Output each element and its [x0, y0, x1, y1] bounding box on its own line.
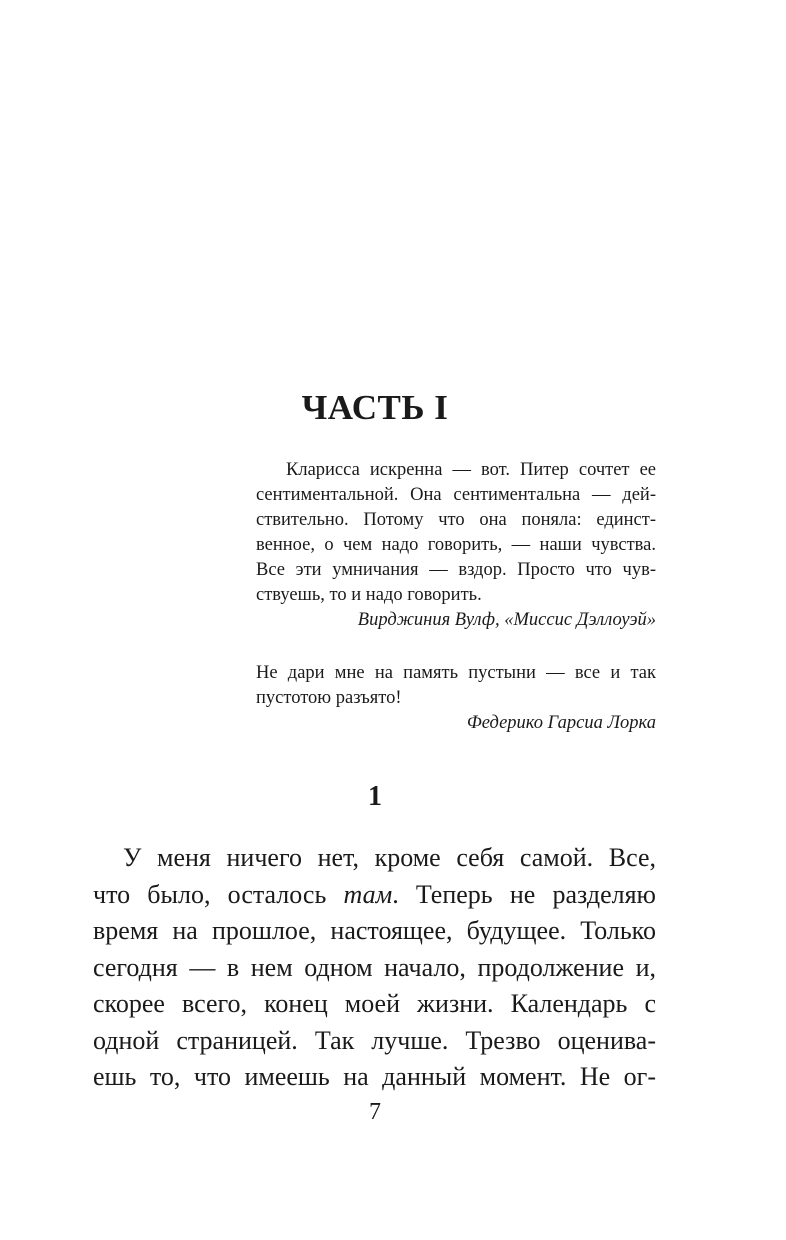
- epigraph-lorca: [256, 661, 656, 736]
- body-text-fragment: что было, осталось: [93, 879, 327, 909]
- epigraph-woolf: [256, 458, 656, 633]
- body-line: сегодня — в нем одном начало, продолжение и,: [93, 952, 656, 982]
- body-line: одной страницей. Так лучше. Трезво оценива-: [93, 1025, 656, 1055]
- emphasized-word: там: [343, 879, 393, 909]
- body-line: ешь то, что имеешь на данный момент. Не ог-: [93, 1062, 656, 1091]
- body-line: У меня ничего нет, кроме себя самой. Все,: [123, 843, 656, 872]
- epigraph-line: Все эти умничания — вздор. Просто что чув-: [256, 560, 656, 580]
- epigraph-line: ствуешь, то и надо говорить.: [256, 585, 482, 605]
- chapter-body-text: [93, 840, 656, 1096]
- page-number: 7: [369, 1099, 381, 1125]
- epigraph-attribution: Федерико Гарсиа Лорка: [466, 713, 656, 733]
- part-title: ЧАСТЬ I: [301, 388, 449, 427]
- epigraph-line: Не дари мне на память пустыни — все и так: [256, 663, 656, 683]
- chapter-number: 1: [368, 781, 382, 812]
- body-line-with-emphasis: [93, 877, 656, 914]
- body-text-fragment: . Теперь не разделяю: [392, 879, 656, 909]
- epigraph-line: Кларисса искренна — вот. Питер сочтет ее: [286, 460, 656, 480]
- epigraph-attribution: Вирджиния Вулф, «Миссис Дэллоуэй»: [357, 610, 656, 630]
- epigraph-line: венное, о чем надо говорить, — наши чувства.: [256, 535, 656, 555]
- epigraph-line: сентиментальной. Она сентиментальна — дей-: [256, 485, 656, 505]
- epigraph-line: пустотою разъято!: [256, 688, 402, 708]
- body-line: скорее всего, конец моей жизни. Календарь с: [93, 989, 656, 1018]
- epigraph-line: ствительно. Потому что она поняла: единст-: [256, 510, 656, 530]
- body-line: время на прошлое, настоящее, будущее. Только: [93, 916, 656, 945]
